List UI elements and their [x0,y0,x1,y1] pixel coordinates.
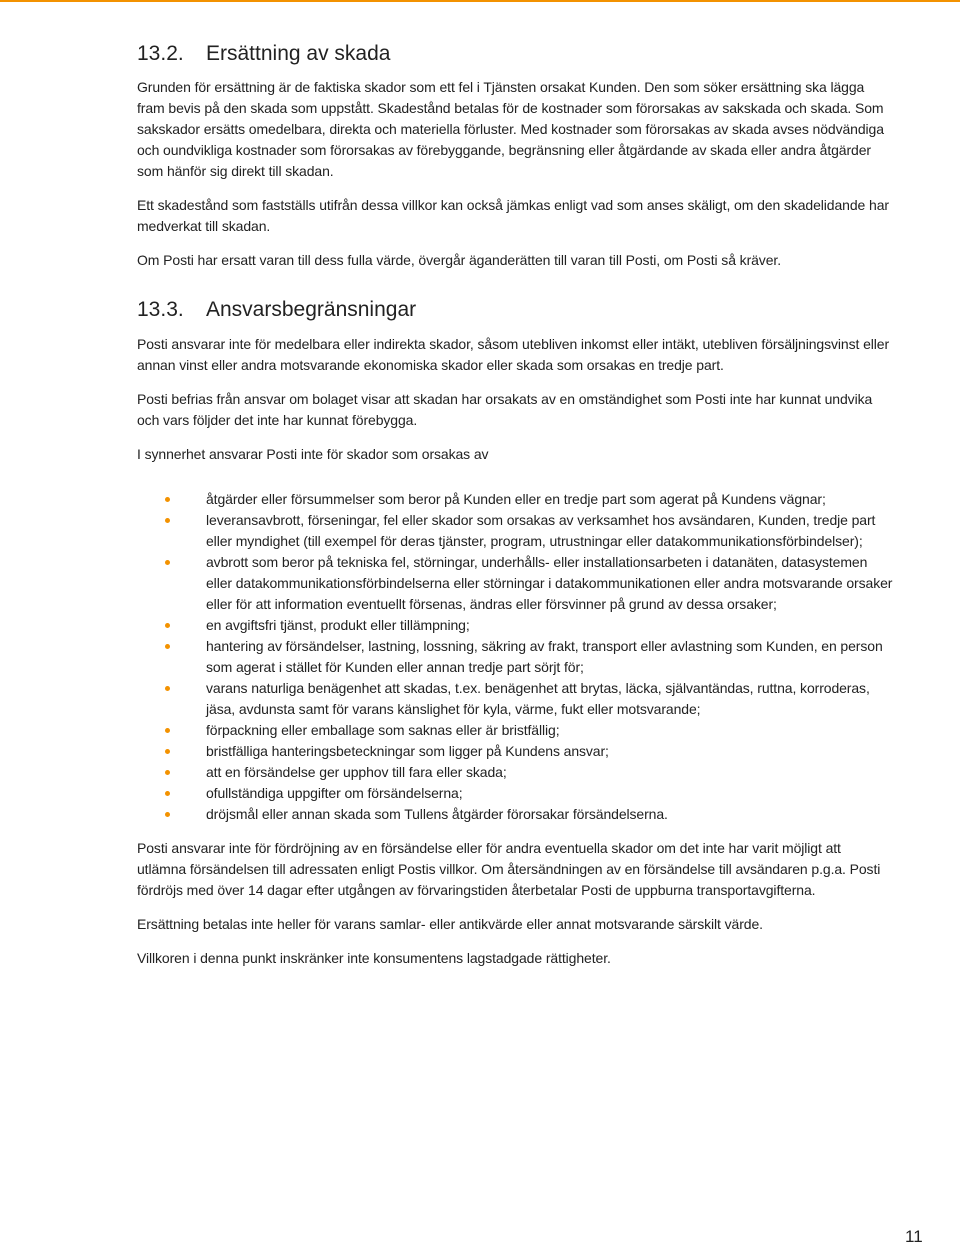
bullet-icon [165,770,170,775]
paragraph: Posti ansvarar inte för fördröjning av en försändelse eller för andra eventuella skador om det inte har varit möjligt att utlämna försändelsen till adressaten enligt Postis villkor. Om återsändningen av en försändelse till avsändaren p.g.a. Posti fördröjs med över 14 dagar efter utgången av förvaringstiden återbetalar Posti de uppburna transportavgifterna. [137,840,881,898]
list-item-text: leveransavbrott, förseningar, fel eller skador som orsakas av verksamhet hos avsändaren, Kunden, tredje part eller myndighet (till exempel för deras tjänster, program, utrustningar eller datakommunikationsförbindelser); [206,512,876,549]
list-item-text: hantering av försändelser, lastning, lossning, säkring av frakt, transport eller avlastning som Kunden, en person som agerat i stället för Kunden eller annan tredje part sörjt för; [206,638,883,675]
list-item-text: varans naturliga benägenhet att skadas, t.ex. benägenhet att brytas, läcka, självantändas, ruttna, korroderas, jäsa, avdunsta samt för varans känslighet för kyla, värme, fukt eller motsvarande; [206,680,870,717]
paragraph: Ersättning betalas inte heller för varans samlar- eller antikvärde eller annat motsvarande särskilt värde. [137,916,763,932]
list-item [137,636,893,678]
list-item [137,783,893,804]
list-item-text: att en försändelse ger upphov till fara eller skada; [206,764,507,780]
bullet-icon [165,623,170,628]
section-title: Ansvarsbegränsningar [206,298,417,321]
section-number: 13.3. [137,298,184,321]
section-13-2-heading [137,40,893,68]
paragraph: Om Posti har ersatt varan till dess fulla värde, övergår äganderätten till varan till Posti, om Posti så kräver. [137,252,781,268]
list-item [137,720,893,741]
section-title: Ersättning av skada [206,42,391,65]
section-number: 13.2. [137,42,184,65]
bullet-icon [165,728,170,733]
paragraph: Posti ansvarar inte för medelbara eller indirekta skador, såsom utebliven inkomst eller intäkt, utebliven försäljningsvinst eller annan vinst eller andra motsvarande ekonomiska skador eller skada som orsakas en tredje part. [137,336,890,373]
list-item-text: förpackning eller emballage som saknas eller är bristfällig; [206,722,560,738]
liability-exclusion-list [137,489,893,825]
paragraph: Villkoren i denna punkt inskränker inte konsumentens lagstadgade rättigheter. [137,950,611,966]
bullet-icon [165,497,170,502]
list-item-text: avbrott som beror på tekniska fel, störningar, underhålls- eller installationsarbeten i datanäten, datasystemen eller datakommunikationsförbindelserna eller störningar i datakommunikationen eller andra motsvarande orsaker eller för att information eventuellt försenas, ändras eller försvinner på grund av dessa orsaker; [206,554,893,612]
paragraph: Posti befrias från ansvar om bolaget visar att skadan har orsakats av en omständighet som Posti inte har kunnat undvika och vars följder det inte har kunnat förebygga. [137,391,873,428]
list-item [137,489,893,510]
list-item [137,804,893,825]
list-item [137,741,893,762]
list-item [137,552,893,615]
paragraph: Ett skadestånd som fastställs utifrån dessa villkor kan också jämkas enligt vad som anses skäligt, om den skadelidande har medverkat till skadan. [137,197,889,234]
list-item [137,762,893,783]
bullet-icon [165,686,170,691]
bullet-icon [165,644,170,649]
bullet-icon [165,518,170,523]
page-number: 11 [905,1227,923,1246]
list-item-text: dröjsmål eller annan skada som Tullens åtgärder förorsakar försändelserna. [206,806,668,822]
paragraph: I synnerhet ansvarar Posti inte för skador som orsakas av [137,446,489,462]
paragraph: Grunden för ersättning är de faktiska skador som ett fel i Tjänsten orsakat Kunden. Den som söker ersättning ska lägga fram bevis på den skada som uppstått. Skadestånd betalas för de kostnader som förorsakas av sakskada och skada. Som sakskador ersätts omedelbara, direkta och materiella förluster. Med kostnader som förorsakas av skada avses nödvändiga och oundvikliga kostnader som förorsakas av förebyggande, begränsning eller åtgärdande av skada eller andra åtgärder som hänför sig direkt till skadan. [137,79,884,179]
bullet-icon [165,749,170,754]
list-item-text: en avgiftsfri tjänst, produkt eller tillämpning; [206,617,470,633]
document-body [137,40,893,982]
top-accent-rule [0,0,960,2]
section-13-3-heading [137,296,893,324]
bullet-icon [165,791,170,796]
list-item [137,678,893,720]
list-item [137,510,893,552]
list-item-text: ofullständiga uppgifter om försändelserna; [206,785,463,801]
list-item-text: åtgärder eller försummelser som beror på Kunden eller en tredje part som agerat på Kundens vägnar; [206,491,826,507]
bullet-icon [165,560,170,565]
list-item [137,615,893,636]
list-item-text: bristfälliga hanteringsbeteckningar som ligger på Kundens ansvar; [206,743,609,759]
bullet-icon [165,812,170,817]
